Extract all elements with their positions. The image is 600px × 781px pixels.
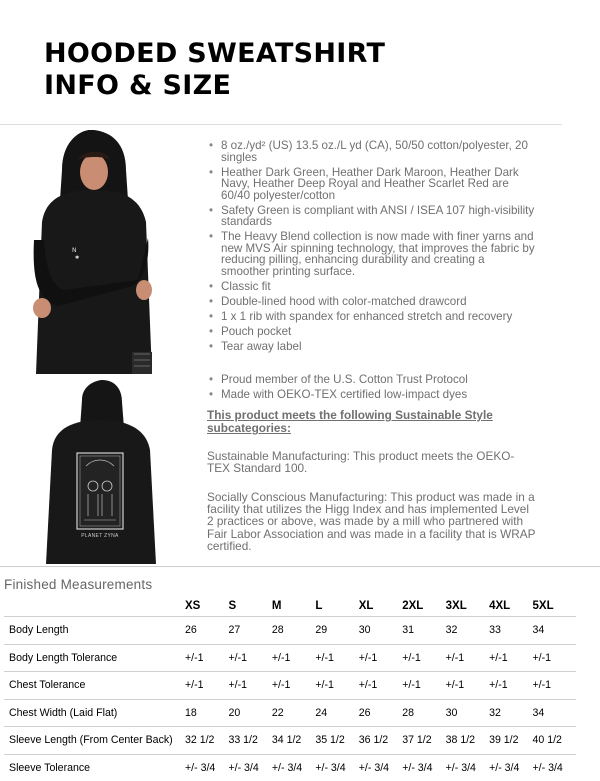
- measurement-value: 33 1/2: [228, 727, 271, 755]
- size-chart-table: [4, 596, 576, 781]
- measurement-value: +/- 3/4: [272, 754, 315, 781]
- measurement-label: Chest Width (Laid Flat): [4, 699, 185, 727]
- size-header: XL: [358, 600, 374, 612]
- measurement-value: 32: [446, 617, 489, 645]
- feature-list: [206, 140, 536, 356]
- measurement-value: 18: [185, 699, 228, 727]
- measurement-value: 36 1/2: [359, 727, 402, 755]
- feature-item: • Pouch pocket: [206, 326, 536, 338]
- measurement-value: 26: [185, 617, 228, 645]
- measurement-value: +/-1: [228, 672, 271, 700]
- hoodie-front-photo: [28, 130, 160, 374]
- measurement-value: +/- 3/4: [489, 754, 532, 781]
- measurement-value: +/- 3/4: [228, 754, 271, 781]
- measurement-value: +/- 3/4: [533, 754, 577, 781]
- measurement-value: 35 1/2: [315, 727, 358, 755]
- measurement-value: +/-1: [185, 672, 228, 700]
- measurement-value: +/-1: [489, 672, 532, 700]
- measurement-value: 32 1/2: [185, 727, 228, 755]
- measurement-value: +/-1: [533, 672, 577, 700]
- size-header: 3XL: [445, 600, 467, 612]
- sustainable-manufacturing-text: Sustainable Manufacturing: This product meets the OEKO-TEX Standard 100.: [207, 449, 515, 476]
- size-header: L: [315, 600, 323, 612]
- measurement-value: 30: [446, 699, 489, 727]
- measurement-value: +/-1: [359, 672, 402, 700]
- measurement-value: +/-1: [402, 644, 445, 672]
- measurement-value: +/-1: [446, 644, 489, 672]
- hoodie-back-photo: [44, 380, 156, 564]
- measurement-value: +/-1: [315, 644, 358, 672]
- measurement-value: +/-1: [315, 672, 358, 700]
- measurement-value: 37 1/2: [402, 727, 445, 755]
- size-header: S: [228, 600, 237, 612]
- size-header-row: [4, 596, 576, 617]
- feature-item: • 8 oz./yd² (US) 13.5 oz./L yd (CA), 50/50 cotton/polyester, 20 singles: [206, 140, 536, 163]
- measurement-value: 24: [315, 699, 358, 727]
- section-divider: [0, 566, 600, 567]
- feature-item: • Safety Green is compliant with ANSI / ISEA 107 high-visibility standards: [206, 205, 536, 228]
- measurement-value: +/- 3/4: [315, 754, 358, 781]
- measurement-value: 39 1/2: [489, 727, 532, 755]
- measurement-value: 34 1/2: [272, 727, 315, 755]
- size-header: XS: [185, 600, 201, 612]
- size-header: M: [271, 600, 282, 612]
- table-row: [4, 727, 576, 755]
- feature-item: • Heather Dark Green, Heather Dark Maroon, Heather Dark Navy, Heather Deep Royal and Heather Scarlet Red are 60/40 polyester/cotton: [206, 167, 536, 202]
- table-row: [4, 617, 576, 645]
- measurement-value: 28: [402, 699, 445, 727]
- measurement-value: +/-1: [185, 644, 228, 672]
- feature-item: • Tear away label: [206, 341, 536, 353]
- measurement-label: Sleeve Tolerance: [4, 754, 185, 781]
- measurement-value: 30: [359, 617, 402, 645]
- table-row: [4, 672, 576, 700]
- measurement-value: 38 1/2: [446, 727, 489, 755]
- measurement-value: 34: [533, 699, 577, 727]
- title-line-2: INFO & SIZE: [44, 70, 232, 101]
- sustainable-style-heading: This product meets the following Sustainable Style subcategories:: [207, 408, 493, 435]
- measurement-value: 20: [228, 699, 271, 727]
- measurement-value: +/-1: [359, 644, 402, 672]
- socially-conscious-text: Socially Conscious Manufacturing: This product was made in a facility that utilizes the Higg Index and has implemented Level 2 practices or above, was made by a mill who partnered with Fair Labor Association and was made in a facility that is WRAP certified.: [207, 490, 536, 553]
- measurement-value: 31: [402, 617, 445, 645]
- size-header: 5XL: [532, 600, 554, 612]
- measurement-value: 28: [272, 617, 315, 645]
- table-row: [4, 754, 576, 781]
- measurement-label: Chest Tolerance: [4, 672, 185, 700]
- measurement-value: 32: [489, 699, 532, 727]
- measurement-value: +/- 3/4: [446, 754, 489, 781]
- feature-item: • Double-lined hood with color-matched drawcord: [206, 296, 536, 308]
- feature-item: • Proud member of the U.S. Cotton Trust Protocol: [206, 374, 536, 386]
- top-divider: [0, 124, 562, 125]
- measurement-value: 29: [315, 617, 358, 645]
- size-header: 2XL: [402, 600, 424, 612]
- measurement-value: 33: [489, 617, 532, 645]
- measurement-value: 22: [272, 699, 315, 727]
- measurement-value: +/-1: [489, 644, 532, 672]
- measurement-value: +/-1: [272, 672, 315, 700]
- measurement-label: Sleeve Length (From Center Back): [4, 727, 185, 755]
- measurement-label: Body Length: [4, 617, 185, 645]
- measurement-value: +/-1: [228, 644, 271, 672]
- measurement-label: Body Length Tolerance: [4, 644, 185, 672]
- measurement-value: 40 1/2: [533, 727, 577, 755]
- feature-item: • The Heavy Blend collection is now made with finer yarns and new MVS Air spinning technology, that improves the fabric by reducing pilling, enhancing durability and creating a smoother printing surface.: [206, 231, 536, 277]
- measurement-value: +/-1: [446, 672, 489, 700]
- table-row: [4, 699, 576, 727]
- feature-item: • 1 x 1 rib with spandex for enhanced stretch and recovery: [206, 311, 536, 323]
- measurement-value: +/-1: [402, 672, 445, 700]
- title-line-1: HOODED SWEATSHIRT: [44, 38, 386, 69]
- svg-text:✱: ✱: [75, 255, 80, 261]
- measurements-title: Finished Measurements: [4, 577, 153, 592]
- measurement-value: +/-1: [533, 644, 577, 672]
- measurement-value: +/- 3/4: [185, 754, 228, 781]
- sustainability-list: [206, 374, 536, 404]
- feature-item: • Made with OEKO-TEX certified low-impact dyes: [206, 389, 536, 401]
- measurement-value: 34: [533, 617, 577, 645]
- measurement-value: +/-1: [272, 644, 315, 672]
- measurement-value: +/- 3/4: [359, 754, 402, 781]
- page-title: [44, 38, 385, 102]
- measurement-value: +/- 3/4: [402, 754, 445, 781]
- back-print-text: PLANET ZYNA: [81, 533, 119, 539]
- measurement-value: 27: [228, 617, 271, 645]
- table-row: [4, 644, 576, 672]
- size-header: 4XL: [489, 600, 511, 612]
- feature-item: • Classic fit: [206, 281, 536, 293]
- measurement-value: 26: [359, 699, 402, 727]
- svg-text:N: N: [72, 247, 77, 254]
